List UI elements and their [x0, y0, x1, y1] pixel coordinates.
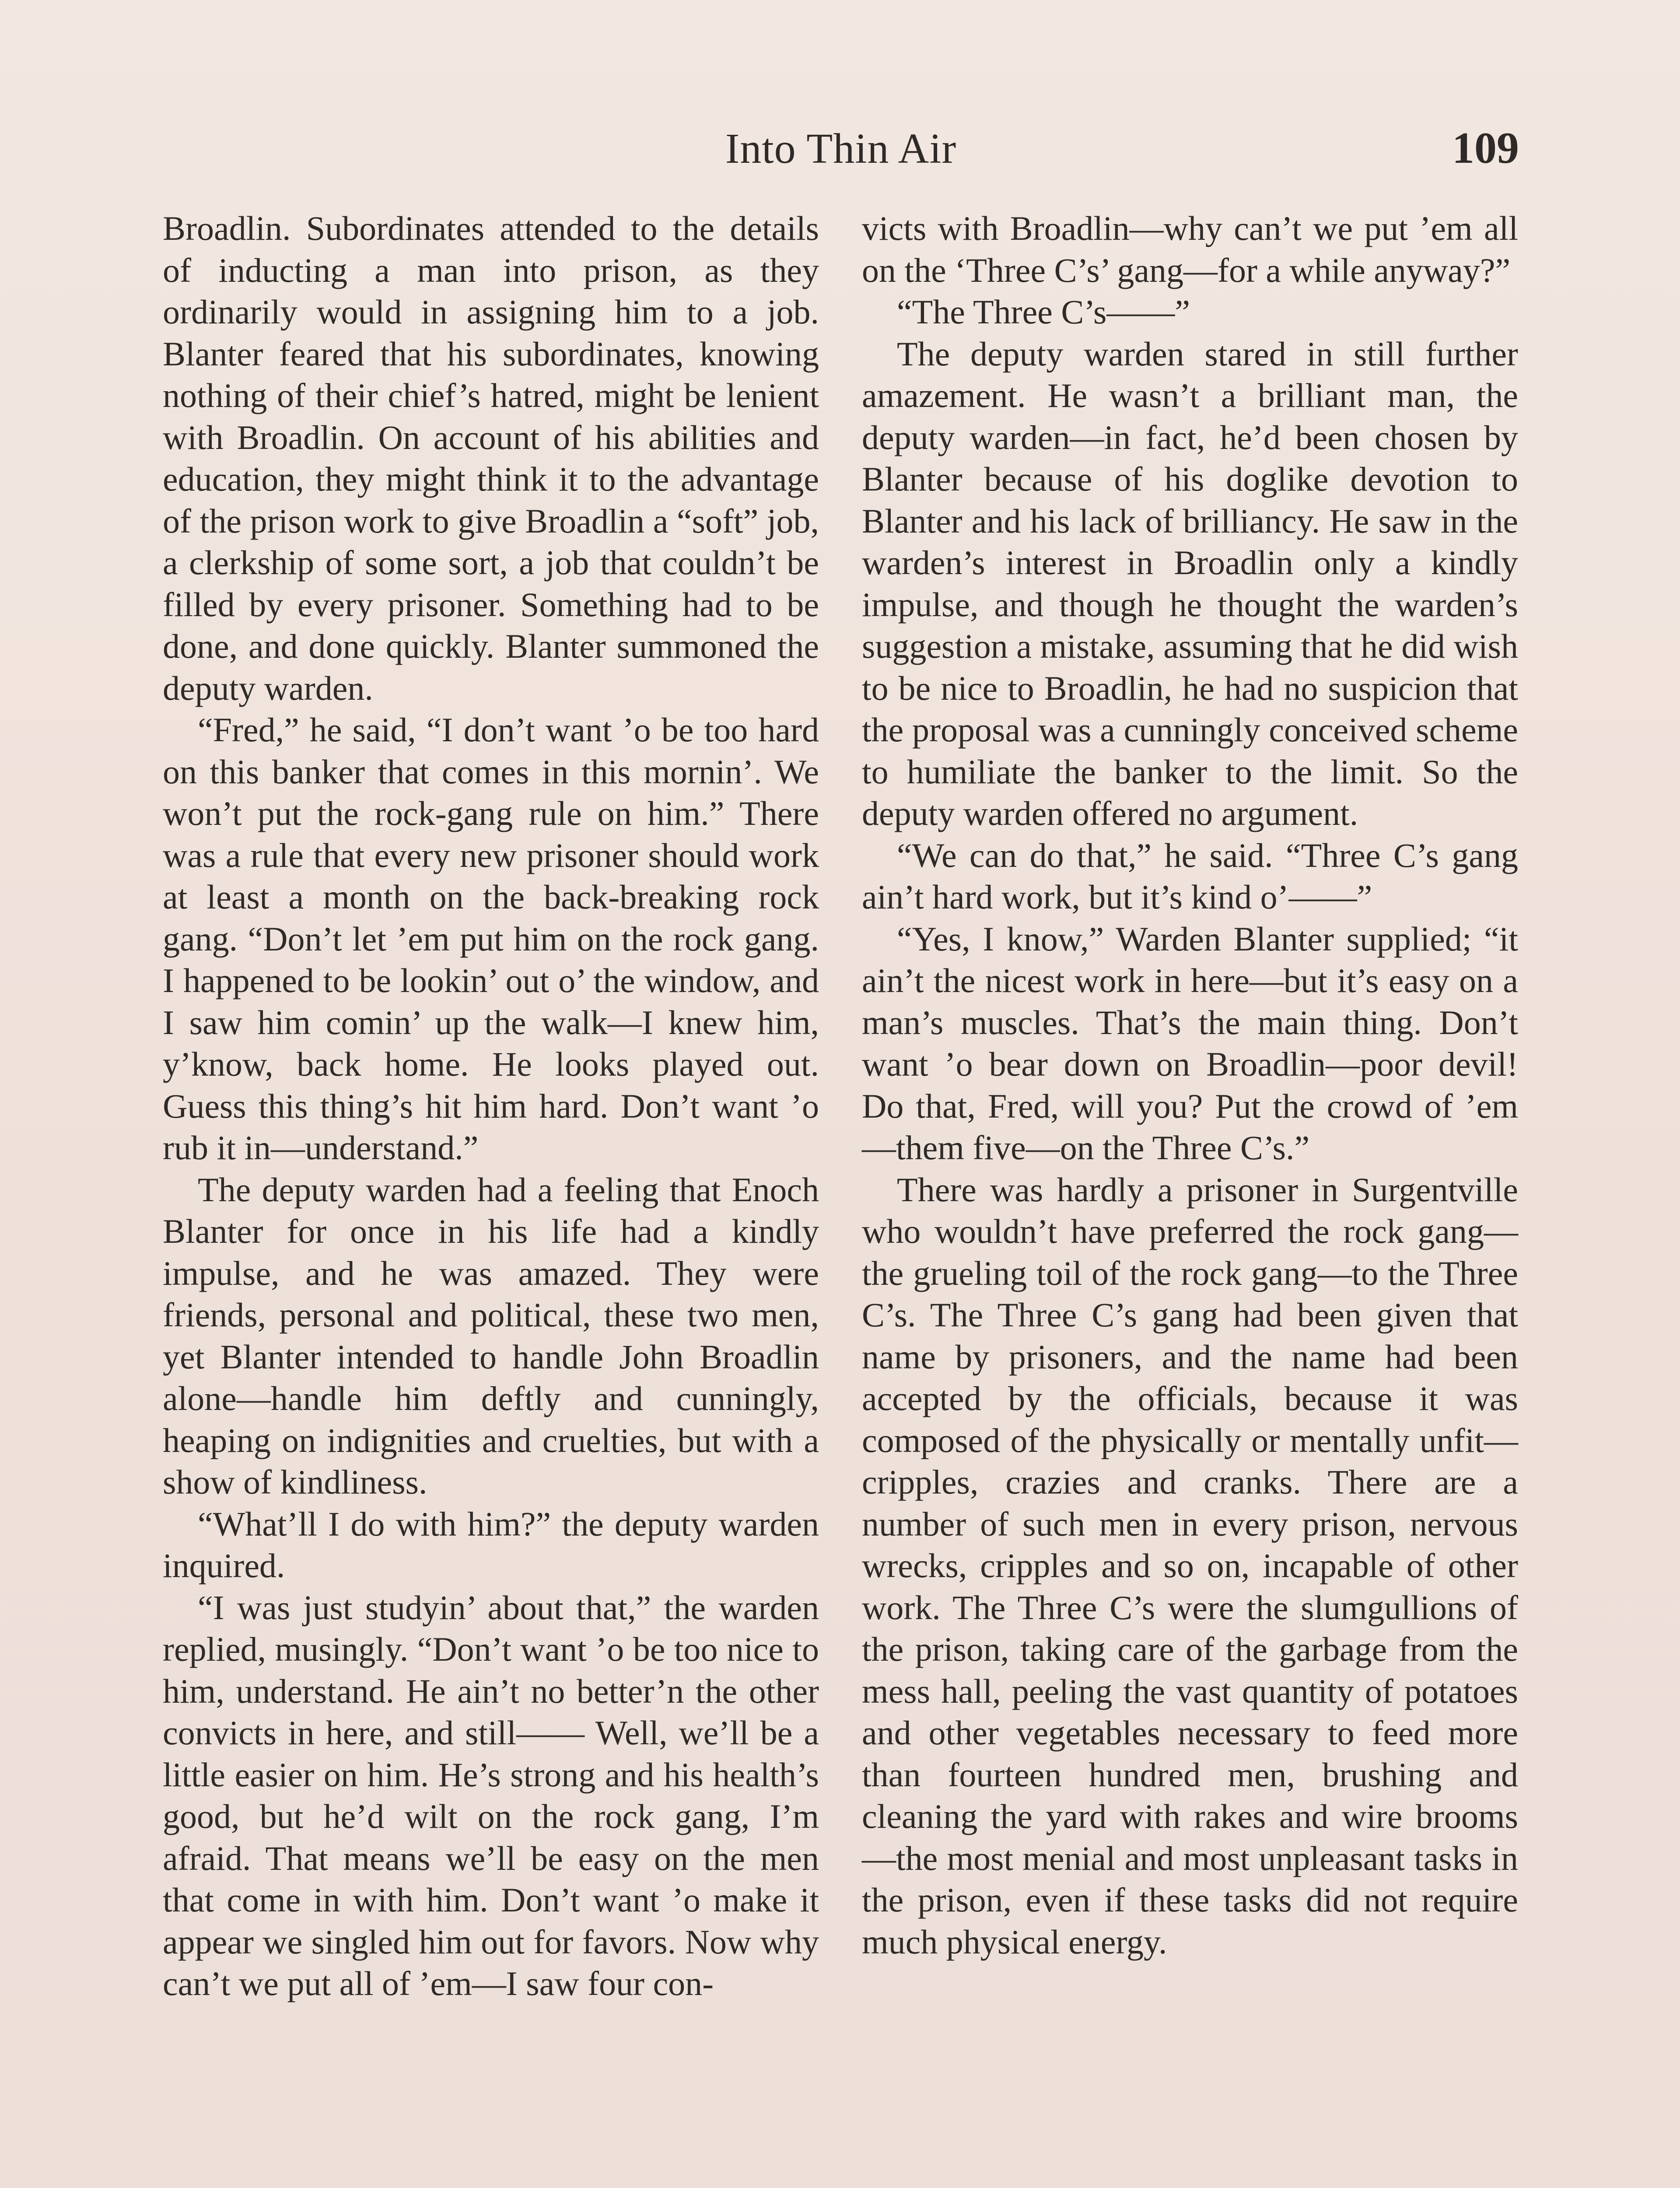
paragraph: The deputy warden had a feeling that Enoch Blanter for once in his life had a kindly impulse, and he was amazed. They were friends, personal and political, these two men, yet Blanter intended to handle John Broadlin alone—handle him deftly and cunningly, heaping on indignities and cruelties, but with a show of kindliness. [163, 1170, 819, 1501]
paragraph: The deputy warden stared in still further amazement. He wasn’t a brilliant man, the deputy warden—in fact, he’d been chosen by Blanter because of his doglike devotion to Blanter and his lack of brilliancy. He saw in the warden’s interest in Broadlin only a kindly impulse, and though he thought the warden’s suggestion a mistake, assuming that he did wish to be nice to Broadlin, he had no suspicion that the proposal was a cunningly conceived scheme to humiliate the banker to the limit. So the deputy warden offered no argument. [862, 334, 1518, 832]
running-head [163, 118, 1519, 184]
paragraph: “Fred,” he said, “I don’t want ’o be too hard on this banker that comes in this mornin’. We won’t put the rock-gang rule on him.” There was a rule that every new prisoner should work at least a month on the back-breaking rock gang. “Don’t let ’em put him on the rock gang. I happened to be lookin’ out o’ the window, and I saw him comin’ up the walk—I knew him, y’know, back home. He looks played out. Guess this thing’s hit him hard. Don’t want ’o rub it in—understand.” [163, 711, 819, 1167]
paragraph: “I was just studyin’ about that,” the warden replied, musingly. “Don’t want ’o be too nice to him, understand. He ain’t no better’n the other convicts in here, and still—— Well, we’ll be a little easier on him. He’s strong and his health’s good, but he’d wilt on the rock gang, I’m afraid. That means we’ll be easy on the men that come in with him. Don’t want ’o make it appear we singled him out for favors. Now why can’t we put all of ’em—I saw four con- [163, 1588, 819, 2002]
paragraph: There was hardly a prisoner in Surgentville who wouldn’t have preferred the rock gang—the grueling toil of the rock gang—to the Three C’s. The Three C’s gang had been given that name by prisoners, and the name had been accepted by the officials, because it was composed of the physically or mentally unfit—cripples, crazies and cranks. There are a number of such men in every prison, nervous wrecks, cripples and so on, incapable of other work. The Three C’s were the slumgullions of the prison, taking care of the garbage from the mess hall, peeling the vast quantity of potatoes and other vegetables necessary to feed more than fourteen hundred men, brushing and cleaning the yard with rakes and wire brooms —the most menial and most unpleasant tasks in the prison, even if these tasks did not require much physical energy. [862, 1170, 1518, 1961]
paragraph: “What’ll I do with him?” the deputy warden inquired. [163, 1504, 819, 1585]
left-column [163, 207, 819, 2005]
running-title: Into Thin Air [725, 125, 957, 172]
paragraph: “The Three C’s——” [897, 293, 1190, 331]
right-column [862, 207, 1518, 1963]
page-number: 109 [1452, 123, 1519, 173]
paragraph: Broadlin. Subordinates attended to the details of inducting a man into prison, as they ordinarily would in assigning him to a job. Blanter feared that his subordinates, knowing nothing of their chief’s hatred, might be lenient with Broadlin. On account of his abilities and education, they might think it to the advantage of the prison work to give Broadlin a “soft” job, a clerkship of some sort, a job that couldn’t be filled by every prisoner. Something had to be done, and done quickly. Blanter summoned the deputy warden. [163, 209, 819, 707]
paragraph: “Yes, I know,” Warden Blanter supplied; “it ain’t the nicest work in here—but it’s easy on a man’s muscles. That’s the main thing. Don’t want ’o bear down on Broadlin—poor devil! Do that, Fred, will you? Put the crowd of ’em—them five—on the Three C’s.” [862, 919, 1518, 1167]
paragraph: victs with Broadlin—why can’t we put ’em all on the ‘Three C’s’ gang—for a while anyway?” [862, 209, 1518, 289]
paragraph: “We can do that,” he said. “Three C’s gang ain’t hard work, but it’s kind o’——” [862, 836, 1518, 916]
